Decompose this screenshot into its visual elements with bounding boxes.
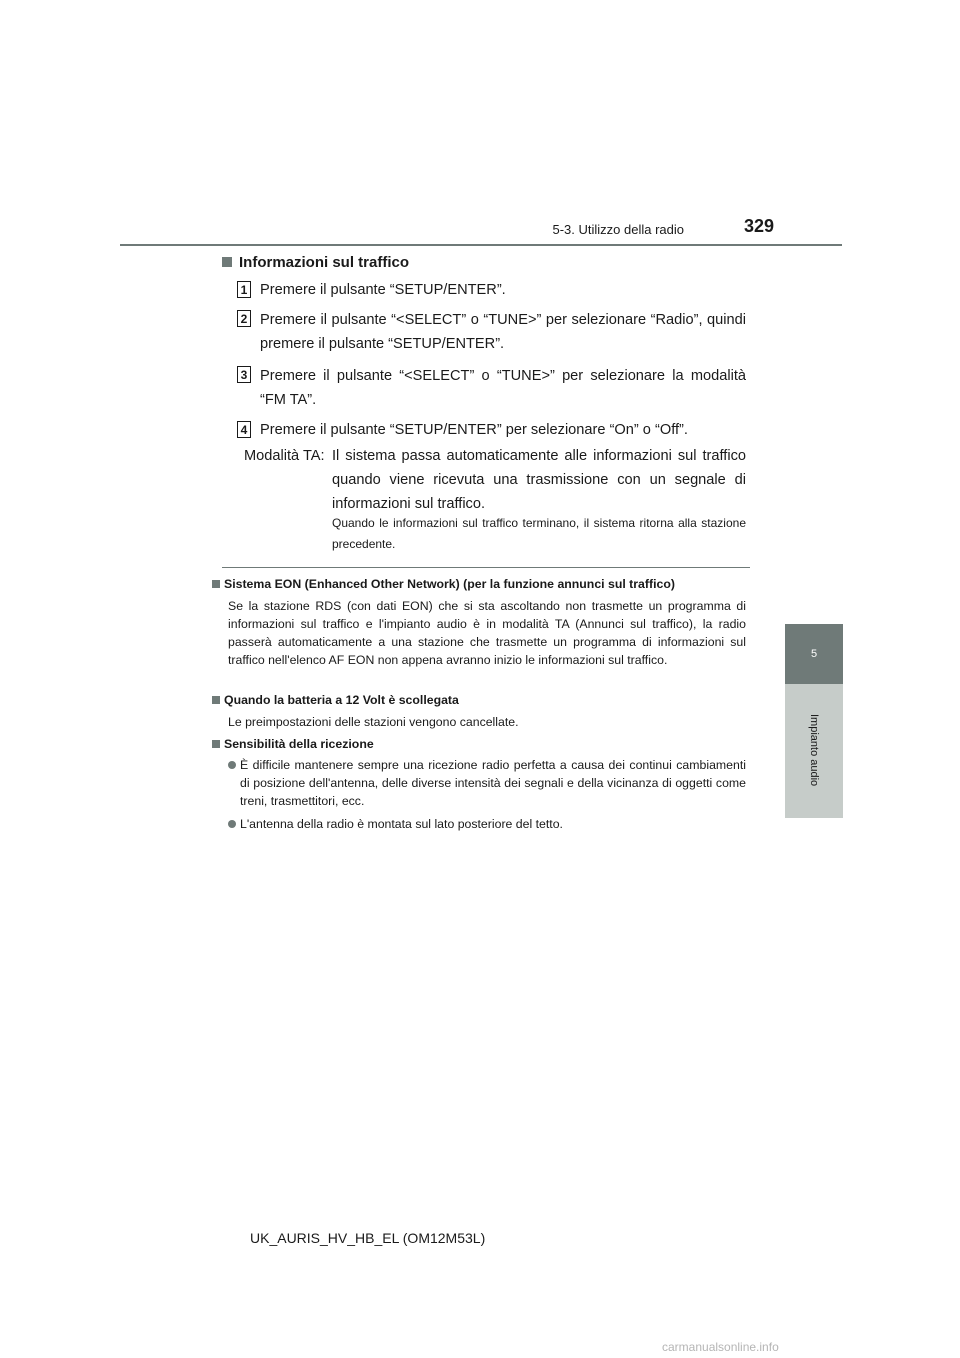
step-text-3: Premere il pulsante “<SELECT” o “TUNE>” per selezionare la modalità “FM TA”.: [260, 368, 746, 408]
footer-code: UK_AURIS_HV_HB_EL (OM12M53L): [250, 1230, 486, 1246]
note-bullet-reception-1: [228, 756, 746, 810]
note-heading-text: Sensibilità della ricezione: [224, 737, 374, 751]
note-body-eon: Se la stazione RDS (con dati EON) che si sta ascoltando non trasmette un programma di informazioni sul traffico e l'impianto audio è in modalità TA (Annunci sul traffico), la radio passerà automaticamente a una stazione che trasmette un programma di informazioni sul traffico nell'elenco AF EON non appena avranno inizio le informazioni sul traffico.: [228, 599, 746, 667]
note-body-battery: Le preimpostazioni delle stazioni vengono cancellate.: [228, 715, 519, 729]
square-bullet-icon: [212, 580, 220, 588]
note-bullet-reception-2: [228, 815, 746, 833]
note-heading-eon: [212, 577, 675, 591]
step-text-2: Premere il pulsante “<SELECT” o “TUNE>” per selezionare “Radio”, quindi premere il pulsante “SETUP/ENTER”.: [260, 312, 746, 352]
square-bullet-icon: [212, 740, 220, 748]
note-heading-battery: [212, 693, 459, 707]
section-heading-text: Informazioni sul traffico: [239, 254, 410, 271]
bullet-text: L'antenna della radio è montata sul lato posteriore del tetto.: [240, 817, 563, 831]
step-number-1: 1: [237, 281, 251, 298]
step-text-1: Premere il pulsante “SETUP/ENTER”.: [260, 282, 506, 298]
chapter-label: Impianto audio: [808, 713, 820, 787]
note-heading-text: Quando la batteria a 12 Volt è scollegata: [224, 693, 459, 707]
ta-mode-label: Modalità TA:: [244, 448, 325, 464]
section-heading: [222, 254, 409, 271]
page-number: 329: [743, 216, 774, 236]
section-title: 5-3. Utilizzo della radio: [552, 222, 684, 237]
round-bullet-icon: [228, 820, 236, 828]
watermark: carmanualsonline.info: [662, 1340, 779, 1354]
chapter-number: 5: [810, 648, 818, 660]
square-bullet-icon: [212, 696, 220, 704]
notes-divider: [222, 567, 750, 568]
ta-mode-note: Quando le informazioni sul traffico terminano, il sistema ritorna alla stazione precedente.: [332, 516, 746, 551]
note-heading-reception: [212, 737, 374, 751]
step-number-4: 4: [237, 421, 251, 438]
square-bullet-icon: [222, 257, 232, 267]
chapter-tab: [785, 624, 843, 684]
chapter-label-wrap: [799, 690, 829, 810]
ta-mode-description: Il sistema passa automaticamente alle informazioni sul traffico quando viene ricevuta una trasmissione con un segnale di informazioni sul traffico.: [332, 448, 746, 512]
round-bullet-icon: [228, 761, 236, 769]
note-heading-text: Sistema EON (Enhanced Other Network) (per la funzione annunci sul traffico): [224, 577, 675, 591]
header-rule: [120, 244, 842, 246]
step-text-4: Premere il pulsante “SETUP/ENTER” per selezionare “On” o “Off”.: [260, 422, 688, 438]
step-number-2: 2: [237, 310, 251, 327]
step-number-3: 3: [237, 366, 251, 383]
bullet-text: È difficile mantenere sempre una ricezione radio perfetta a causa dei continui cambiamenti di posizione dell'antenna, delle diverse intensità dei segnali e della vicinanza di oggetti come treni, trasmettitori, ecc.: [240, 758, 746, 808]
